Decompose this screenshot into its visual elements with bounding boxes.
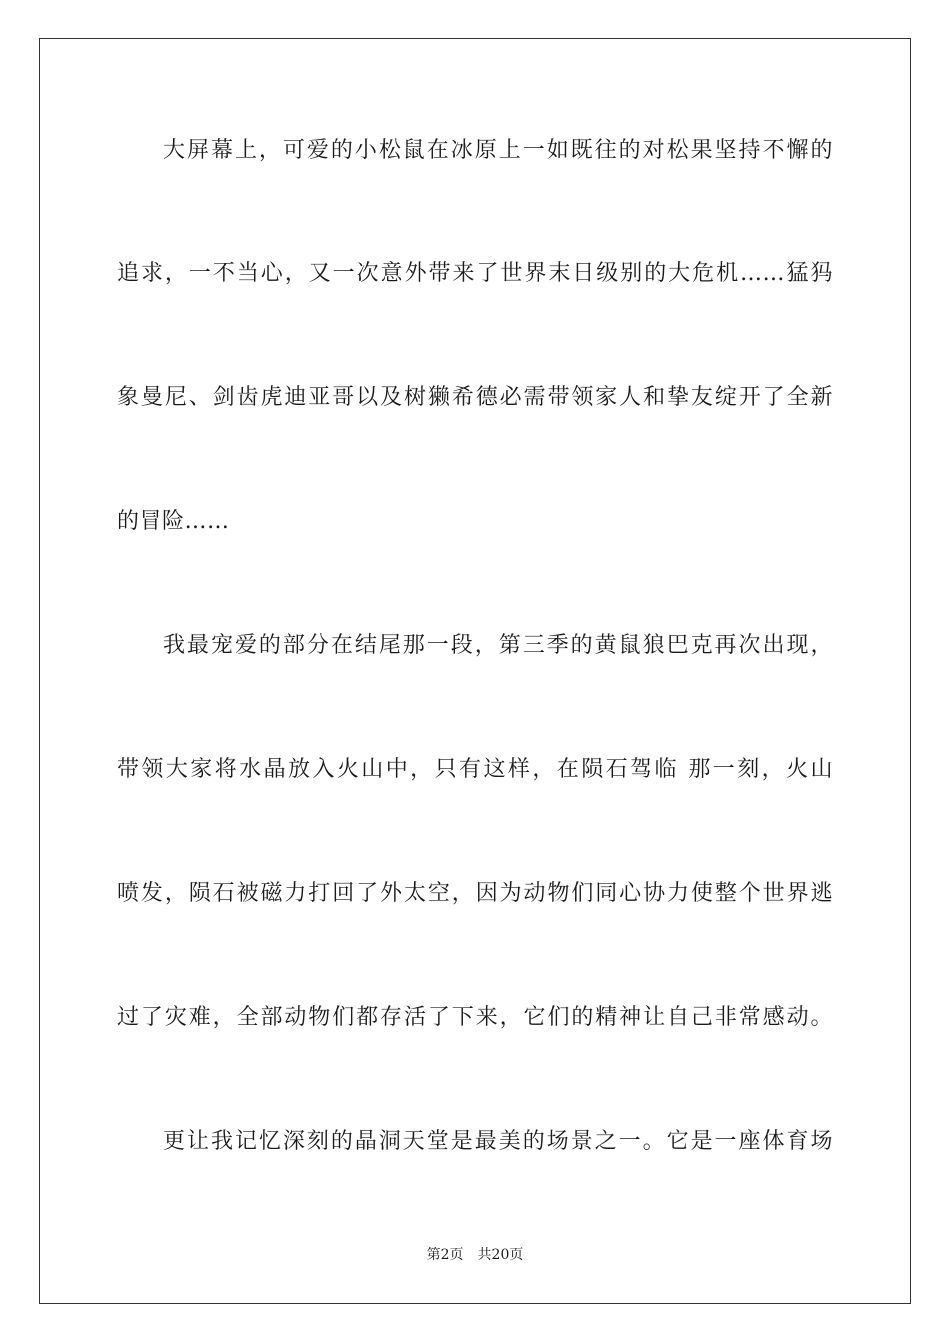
paragraph-2-line-1: 我最宠爱的部分在结尾那一段，第三季的黄鼠狼巴克再次出现，	[163, 633, 833, 658]
paragraph-1-line-3: 象曼尼、剑齿虎迪亚哥以及树獭希德必需带领家人和挚友绽开了全新	[117, 385, 833, 410]
paragraph-2-line-4: 过了灾难，全部动物们都存活了下来，它们的精神让自己非常感动。	[117, 1005, 833, 1030]
page-total: 共20页	[477, 1247, 524, 1263]
paragraph-1-line-4: 的冒险……	[117, 509, 230, 534]
paragraph-1-line-2: 追求，一不当心，又一次意外带来了世界末日级别的大危机……猛犸	[117, 261, 833, 286]
paragraph-2-line-3: 喷发，陨石被磁力打回了外太空，因为动物们同心协力使整个世界逃	[117, 881, 833, 906]
page-border	[39, 38, 911, 1304]
paragraph-2-line-2: 带领大家将水晶放入火山中，只有这样，在陨石驾临 那一刻，火山	[117, 757, 833, 782]
paragraph-3-line-1: 更让我记忆深刻的晶洞天堂是最美的场景之一。它是一座体育场	[163, 1129, 833, 1154]
paragraph-1-line-1: 大屏幕上，可爱的小松鼠在冰原上一如既往的对松果坚持不懈的	[163, 138, 833, 163]
page-footer	[0, 1246, 950, 1264]
page-number: 第2页	[426, 1247, 464, 1263]
